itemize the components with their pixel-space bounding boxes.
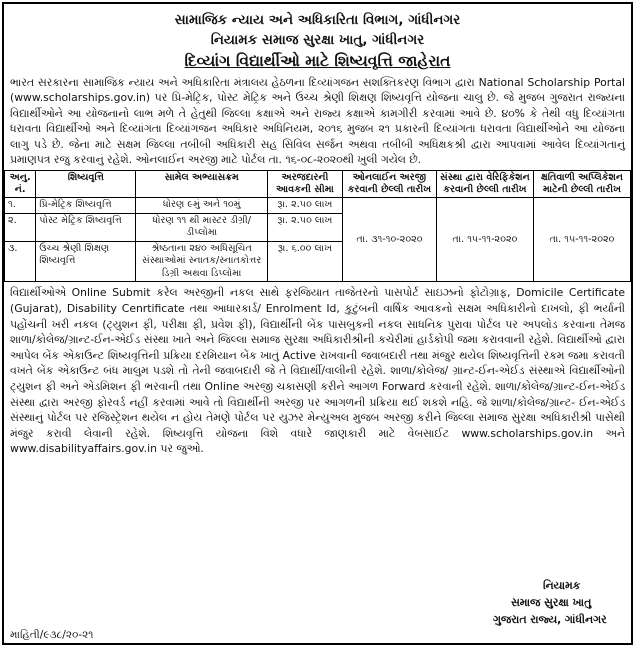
- intro-paragraph: ભારત સરકારના સામાજિક ન્યાય અને અધિકારિતા મંત્રાલય હેઠળના દિવ્યાંગજન સશક્તિકરણ વિભાગ દ્વારા National Scholarship Portal (www.scholarships.gov.in) પર પ્રિ-મેટ્રિક, પોસ્ટ મેટ્રિક અને ઉચ્ચ શ્રેણી શિક્ષણ શિષ્યવૃત્તિ યોજના ચાલુ છે. જે મુજબ ગુજરાત રાજ્યના વિદ્યાર્થીઓને આ યોજનાનો લાભ મળે તે હેતુથી જિલ્લા કક્ષાએ અને રાજ્ય કક્ષાએ કામગીરી કરવામાં આવે છે. ૪૦% કે તેથી વધુ દિવ્યાંગતા ધરાવતા વિદ્યાર્થીઓ અને દિવ્યાંગતા દિવ્યાંગજન અધિકાર અધિનિયમ, ૨૦૧૬ મુજબ ૨૧ પ્રકારની દિવ્યાંગતા ધરાવતા વિદ્યાર્થીઓને આ યોજના લાગુ પડે છે. જેના માટે સક્ષમ જિલ્લા તબીબી અધિકારી સહ સિવિલ સર્જન અથવા તબીબી અધિક્ષકશ્રી દ્વારા આપવામાં આવેલ દિવ્યાંગતાનું પ્રમાણપત્ર રજુ કરવાનું રહેશે. ઓનલાઈન અરજી માટે પોર્ટલ તા. ૧૬-૦૮-૨૦૨૦થી ખુલી ગયેલ છે.: [10, 76, 625, 167]
- header-no: અનુ. નં.: [5, 171, 36, 198]
- schedule-table: [4, 170, 631, 282]
- online-last-date: તા. ૩૧-૧૦-૨૦૨૦: [343, 198, 437, 282]
- row-courses: ધોરણ ૧૧ થી માસ્ટર ડીગ્રી/ડીપ્લોમા: [136, 213, 267, 241]
- header-district-date: ક્ષતિવાળી અપ્લિકેશન માટેની છેલ્લી તારીખ: [533, 171, 630, 198]
- header-scheme: શિષ્યવૃત્તિ: [36, 171, 136, 198]
- signatory-office: સમાજ સુરક્ષા ખાતુ: [511, 596, 592, 609]
- row-scheme: પોસ્ટ મેટ્રિક શિષ્યવૃત્તિ: [36, 213, 136, 241]
- header-income: અરજદારની આવકની સીમા: [267, 171, 342, 198]
- institute-last-date: તા. ૧૫-૧૧-૨૦૨૦: [436, 198, 533, 282]
- notice-frame: [2, 2, 633, 645]
- row-scheme: ઉચ્ચ શ્રેણી શિક્ષણ શિષ્યવૃત્તિ: [36, 241, 136, 282]
- row-no: ૨.: [5, 213, 36, 241]
- row-no: ૧.: [5, 198, 36, 214]
- signatory-location: ગુજરાત રાજ્ય, ગાંધીનગર: [493, 613, 607, 626]
- table-header-row: [5, 171, 631, 198]
- notice-title: દિવ્યાંગ વિદ્યાર્થીઓ માટે શિષ્યવૃત્તિ જાહેરાત: [184, 52, 451, 70]
- signatory-title: નિયામક: [543, 579, 581, 592]
- table-row: [5, 198, 631, 214]
- signature-block: [493, 577, 621, 628]
- header-courses: સામેલ અભ્યાસક્રમ: [136, 171, 267, 198]
- header-online-date: ઓનલાઈન અરજી કરવાની છેલ્લી તારીખ: [343, 171, 437, 198]
- row-income: રૂા. ૨.૫૦ લાખ: [267, 213, 342, 241]
- reference-number: માહિતી/૯૩૮/૨૦-૨૧: [10, 629, 94, 641]
- row-no: ૩.: [5, 241, 36, 282]
- header-institute-date: સંસ્થા દ્વારા વેરિફિકેશન કરવાની છેલ્લી તારીખ: [436, 171, 533, 198]
- row-scheme: પ્રિ-મેટ્રિક શિષ્યવૃત્તિ: [36, 198, 136, 214]
- department-heading: સામાજિક ન્યાય અને અધિકારિતા વિભાગ, ગાંધીનગર: [174, 12, 461, 28]
- row-courses: ધોરણ ૯મું અને ૧૦મું: [136, 198, 267, 214]
- row-income: રૂા. ૬.૦૦ લાખ: [267, 241, 342, 282]
- instructions-paragraph: વિદ્યાર્થીઓએ Online Submit કરેલ અરજીની નકલ સાથે ફરજિયાત તાજેતરનો પાસપોર્ટ સાઇઝનો ફોટોગ્રાફ, Domicile Certificate (Gujarat), Disability Cenrtificate તથા આધારકાર્ડ/ Enrolment Id, કુટુંબની વાર્ષિક આવકનો સક્ષમ અધિકારીનો દાખલો, ફી ભર્યાની પહોંચની ખરી નકલ (ટ્યુશન ફી, પરીક્ષા ફી, પ્રવેશ ફી), વિદ્યાર્થીની બેંક પાસબુકની નકલ સાધનિક પુરાવા પોર્ટલ પર અપલોડ કરવાના તેમજ શાળા/કોલેજ/ગ્રાન્ટ-ઈન-એઈડ સંસ્થા ખાતે અને જિલ્લા સમાજ સુરક્ષા અધિકારીશ્રીની કચેરીમાં હાર્ડકોપી જમા કરાવવાની રહેશે. વિદ્યાર્થીઓ દ્વારા આપેલ બેંક એકાઉન્ટ શિષ્યવૃત્તિની પ્રક્રિયા દરમિયાન બેંક ખાતું Active રાખવાની જવાબદારી તથા મંજુર થયેલ શિષ્યવૃત્તિની રકમ જમા કરાવતી વખતે બેંક એકાઉન્ટ બંધ માલુમ પડશે તો તેની જવાબદારી જે તે વિદ્યાર્થી/વાલીની રહેશે. શાળા/કોલેજ/ ગ્રાન્ટ-ઈન-એઈડ સંસ્થાએ વિદ્યાર્થીઓની ટ્યુશન ફી અને એડમિશન ફી ભરવાની તથા Online અરજી ચકાસણી કરીને આગળ Forward કરવાની રહેશે. શાળા/કોલેજ/ગ્રાન્ટ-ઈન-એઈડ સંસ્થા દ્વારા અરજી ફોરવર્ડ નહીં કરવામાં આવે તો વિદ્યાર્થીની અરજી પર આગળની પ્રક્રિયા થઈ શકશે નહિ. જે શાળા/કોલેજ/ગ્રાન્ટ- ઈન-એઈડ સંસ્થાનું પોર્ટલ પર રજિસ્ટ્રેશન થયેલ ન હોય તેમણે પોર્ટલ પર યુઝર મેન્યુઅલ મુજબ અરજી કરીને જિલ્લા સમાજ સુરક્ષા અધિકારીશ્રી પાસેથી મંજુર કરાવી લેવાની રહેશે. શિષ્યવૃત્તિ યોજના વિશે વધારે જાણકારી માટે વેબસાઈટ www.scholarships.gov.in અને www.disabilityaffairs.gov.in પર જુઓ.: [10, 286, 625, 456]
- directorate-heading: નિયામક સમાજ સુરક્ષા ખાતુ, ગાંધીનગર: [210, 32, 425, 48]
- district-last-date: તા. ૧૫-૧૧-૨૦૨૦: [533, 198, 630, 282]
- row-income: રૂા. ૨.૫૦ લાખ: [267, 198, 342, 214]
- row-courses: શ્રેષ્ઠતાના ૨૪૦ અધિસૂચિત સંસ્થાઓમાં સ્નાતક/સ્નાતકોત્તર ડિગ્રી અથવા ડિપ્લોમા: [136, 241, 267, 282]
